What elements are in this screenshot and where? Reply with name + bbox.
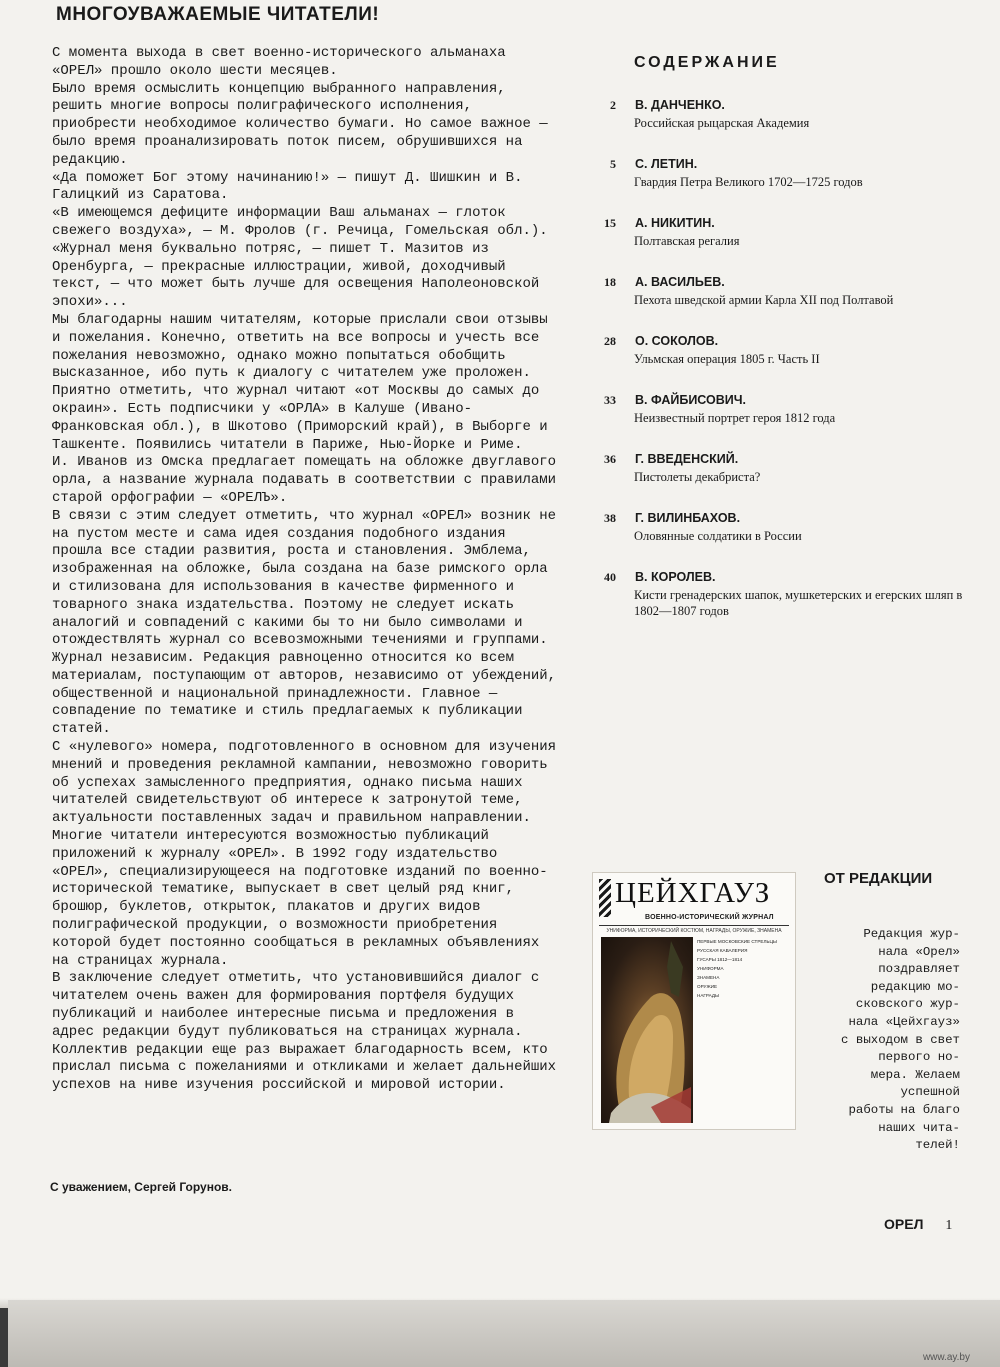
grenadier-helmet-icon [601, 937, 693, 1123]
underlying-page [8, 1300, 1000, 1367]
toc-page-number: 5 [610, 157, 616, 171]
toc-page-number: 28 [604, 334, 616, 348]
cover-tagline: УНИФОРМА, ИСТОРИЧЕСКИЙ КОСТЮМ, НАГРАДЫ, ОРУЖИЕ, ЗНАМЕНА [599, 925, 789, 934]
toc-page-number: 2 [610, 98, 616, 112]
cover-contents-line: ГУСАРЫ 1812—1814 [697, 957, 743, 962]
toc-page-number: 40 [604, 570, 616, 584]
cover-masthead [599, 877, 789, 921]
toc-author: Г. ВВЕДЕНСКИЙ. [635, 452, 739, 466]
cover-subtitle: ВОЕННО-ИСТОРИЧЕСКИЙ ЖУРНАЛ [645, 914, 774, 921]
page-heading: МНОГОУВАЖАЕМЫЕ ЧИТАТЕЛИ! [56, 4, 380, 25]
letter-paragraph: С момента выхода в свет военно-исторического альманаха «ОРЕЛ» прошло около шести месяцев. [52, 45, 506, 79]
letter-paragraph: С «нулевого» номера, подготовленного в основном для изучения мнений и проведения рекламной кампании, невозможно говорить об успехах замысленного предприятия, однако письма наших читателей свидетельствуют об интересе к затронутой теме, актуальности поставленных задач и правильном направлении. [52, 739, 557, 827]
cover-helmet-photo [601, 937, 693, 1123]
cover-contents [697, 939, 789, 1002]
toc-author: В. ДАНЧЕНКО. [635, 98, 725, 112]
toc-item [590, 570, 980, 629]
toc-article-title: Оловянные солдатики в России [634, 529, 802, 543]
toc-article-title: Гвардия Петра Великого 1702—1725 годов [634, 175, 863, 189]
toc-title: СОДЕРЖАНИЕ [634, 54, 780, 71]
toc-page-number: 33 [604, 393, 616, 407]
toc-article-title: Пистолеты декабриста? [634, 470, 761, 484]
toc-author: Г. ВИЛИНБАХОВ. [635, 511, 741, 525]
editorial-title: ОТ РЕДАКЦИИ [824, 870, 933, 887]
cover-logo: ЦЕЙХГАУЗ [615, 877, 771, 909]
editorial-note: Редакция жур- нала «Орел» поздравляет редакцию мо- сковского жур- нала «Цейхгауз» с выходом в свет первого но- мера. Желаем успешной работы на благо наших чита- телей! [841, 927, 960, 1153]
cover-contents-line: РУССКАЯ КАВАЛЕРИЯ [697, 948, 748, 953]
toc-item [590, 98, 980, 157]
cover-contents-line: ОРУЖИЕ [697, 984, 718, 989]
letter-paragraph: Многие читатели интересуются возможностью публикаций приложений к журналу «ОРЕЛ». В 1992 году издательство «ОРЕЛ», специализирующееся на подготовке изданий по военно-исторической тематике, выпускает в свет целый ряд книг, брошюр, буклетов, открыток, плакатов и других видов полиграфической продукции, о возможности приобретения которой будет постоянно сообщаться в рекламных объявлениях на страницах журнала. [52, 828, 548, 969]
toc-article-title: Пехота шведской армии Карла XII под Полтавой [634, 293, 894, 307]
toc-page-number: 38 [604, 511, 616, 525]
letter-paragraph: Журнал независим. Редакция равноценно относится ко всем материалам, поступающим от авторов, независимо от убеждений, общественной и национальной принадлежности. Главное — совпадение по тематике и стиль предлагаемых к публикации статей. [52, 650, 557, 738]
toc-item [590, 452, 980, 511]
toc-author: С. ЛЕТИН. [635, 157, 698, 171]
page-number: 1 [945, 1218, 953, 1233]
letter-paragraph: «Журнал меня буквально потряс, — пишет Т. Мазитов из Оренбурга, — прекрасные иллюстрации, живой, доходчивый текст, — что может быть лучше для освещения Наполеоновской эпохи»... [52, 240, 540, 311]
cover-contents-line: ЗНАМЕНА [697, 975, 720, 980]
page-footer [884, 1216, 952, 1234]
toc-page-number: 36 [604, 452, 616, 466]
letter-signature: С уважением, Сергей Горунов. [50, 1180, 232, 1194]
letter-paragraph: Коллектив редакции еще раз выражает благодарность всем, кто прислал письма с пожеланиями и откликами и желает дальнейших успехов на ниве изучения российской и мировой истории. [52, 1041, 557, 1094]
magazine-name: ОРЕЛ [884, 1216, 924, 1232]
letter-paragraph: И. Иванов из Омска предлагает помещать на обложке двуглавого орла, а название журнала подавать в соответствии с правилами старой орфографии — «ОРЕЛЪ». [52, 454, 557, 506]
toc-article-title: Кисти гренадерских шапок, мушкетерских и егерских шляп в 1802—1807 годов [634, 588, 963, 618]
toc-author: О. СОКОЛОВ. [635, 334, 719, 348]
toc-author: А. ВАСИЛЬЕВ. [635, 275, 725, 289]
toc-item [590, 216, 980, 275]
letter-paragraph: «Да поможет Бог этому начинанию!» — пишут Д. Шишкин и В. Галицкий из Саратова. [52, 169, 523, 204]
letter-paragraph: Мы благодарны нашим читателям, которые прислали свои отзывы и пожелания. Конечно, ответить на все вопросы и учесть все пожелания невозможно, однако можно попытаться обобщить высказанное, ибо путь к диалогу с читателем уже проложен. [52, 311, 548, 382]
toc-item [590, 157, 980, 216]
toc-page-number: 18 [604, 275, 616, 289]
toc-item [590, 334, 980, 393]
letter-paragraph: «В имеющемся дефиците информации Ваш альманах — глоток свежего воздуха», — М. Фролов (г. Речица, Гомельская обл.). [52, 205, 548, 239]
toc-article-title: Российская рыцарская Академия [634, 116, 810, 130]
table-of-contents [590, 98, 980, 629]
toc-author: В. КОРОЛЕВ. [635, 570, 716, 584]
cover-contents-line: НАГРАДЫ [697, 993, 720, 998]
watermark: www.ay.by [922, 1352, 970, 1363]
letter-paragraph: Приятно отметить, что журнал читают «от Москвы до самых до окраин». Есть подписчики у «ОРЛА» в Калуше (Ивано-Франковская обл.), в Шкотово (Приморский край), в Выборге и Ташкенте. Появились читатели в Париже, Нью-Йорке и Риме. [52, 383, 548, 453]
toc-article-title: Ульмская операция 1805 г. Часть II [634, 352, 820, 366]
toc-article-title: Неизвестный портрет героя 1812 года [634, 411, 836, 425]
editor-letter [52, 45, 562, 1095]
toc-page-number: 15 [604, 216, 616, 230]
magazine-cover-image [592, 872, 796, 1130]
cover-contents-line: ПЕРВЫЕ МОСКОВСКИЕ СТРЕЛЬЦЫ [697, 939, 777, 944]
toc-author: А. НИКИТИН. [635, 216, 715, 230]
toc-author: В. ФАЙБИСОВИЧ. [635, 393, 747, 407]
letter-paragraph: Было время осмыслить концепцию выбранного направления, решить многие вопросы полиграфического исполнения, приобрести необходимое количество бумаги. Но самое важное — было время проанализировать поток писем, обрушившихся на редакцию. [52, 80, 548, 168]
cover-contents-line: УНИФОРМА [697, 966, 724, 971]
letter-paragraph: В заключение следует отметить, что установившийся диалог с читателем очень важен для формирования портфеля будущих публикаций и наиболее интересные письма и предложения в адрес редакции будут публиковаться на страницах журнала. [52, 970, 540, 1040]
cover-emblem-stripes [599, 879, 611, 917]
letter-paragraph: В связи с этим следует отметить, что журнал «ОРЕЛ» возник не на пустом месте и сама идея создания подобного издания прошла все стадии развития, роста и становления. Эмблема, изображенная на обложке, была создана на базе римского орла и стилизована для использования в качестве фирменного и товарного знака издательства. Поэтому не следует искать аналогий и совпадений с какими бы то ни было символами и отождествлять журнал со всевозможными течениями и группами. [52, 507, 557, 649]
toc-item [590, 511, 980, 570]
toc-article-title: Полтавская регалия [634, 234, 740, 248]
toc-item [590, 275, 980, 334]
toc-item [590, 393, 980, 452]
